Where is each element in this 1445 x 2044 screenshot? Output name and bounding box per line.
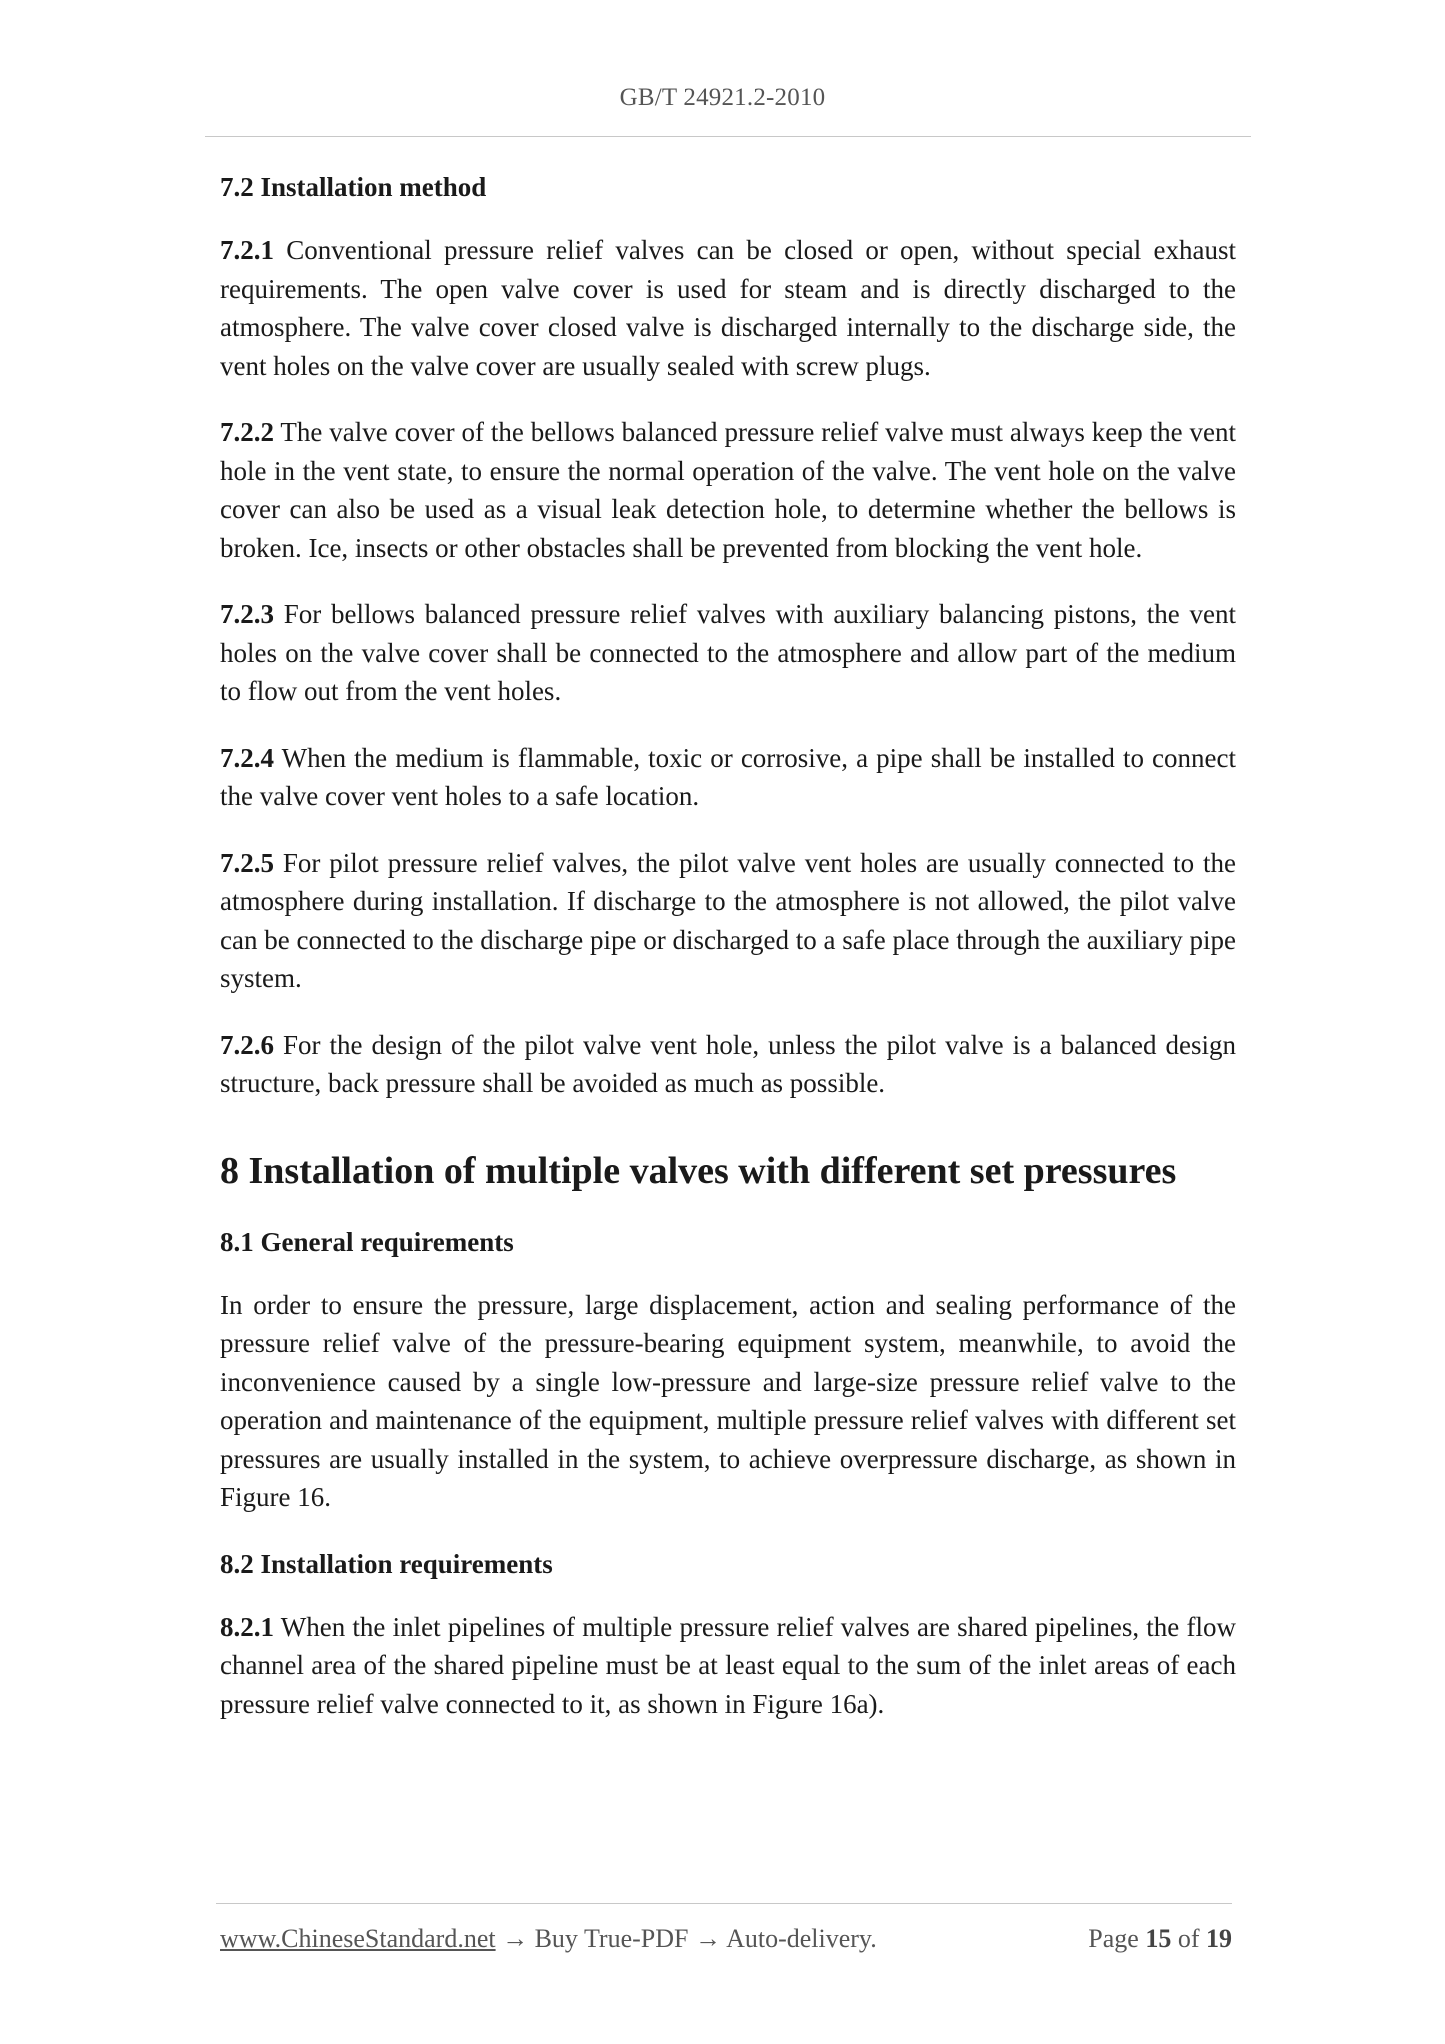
- clause-number: 7.2.5: [220, 847, 274, 878]
- section-8-title: 8 Installation of multiple valves with different set pressures: [220, 1149, 1177, 1192]
- page-current: 15: [1145, 1924, 1172, 1953]
- header-divider: [205, 136, 1251, 137]
- website-link[interactable]: www.ChineseStandard.net: [220, 1924, 496, 1953]
- footer-divider: [216, 1903, 1232, 1904]
- clause-text: For bellows balanced pressure relief valves with auxiliary balancing pistons, the vent holes on the valve cover shall be connected to the atmosphere and allow part of the medium to flow out from the vent holes.: [220, 599, 1236, 706]
- page-label: Page: [1088, 1924, 1139, 1953]
- paragraph-7-2-2: [220, 413, 1236, 567]
- clause-number: 8.2.1: [220, 1611, 274, 1642]
- page-of: of: [1177, 1924, 1200, 1953]
- section-8-1-heading: 8.1 General requirements: [220, 1226, 514, 1257]
- buy-pdf-text: Buy True-PDF: [534, 1924, 689, 1953]
- clause-number: 7.2.3: [220, 599, 274, 629]
- paragraph-7-2-4: [220, 739, 1236, 816]
- document-header: GB/T 24921.2-2010: [619, 84, 826, 111]
- arrow-right-icon: →: [502, 1924, 529, 1953]
- footer-promo: [220, 1924, 877, 1954]
- paragraph-8-1: In order to ensure the pressure, large displacement, action and sealing performance of the pressure relief valve of the pressure-bearing equipment system, meanwhile, to avoid the inconvenience caused by a single low-pressure and large-size pressure relief valve to the operation and maintenance of the equipment, multiple pressure relief valves with different set pressures are usually installed in the system, to achieve overpressure discharge, as shown in Figure 16.: [220, 1289, 1236, 1512]
- clause-number: 7.2.6: [220, 1029, 274, 1060]
- page-content: [220, 168, 1236, 1723]
- clause-number: 7.2.4: [220, 742, 274, 773]
- clause-text: When the medium is flammable, toxic or corrosive, a pipe shall be installed to connect the valve cover vent holes to a safe location.: [220, 742, 1236, 811]
- arrow-right-icon: →: [695, 1924, 721, 1953]
- clause-number: 7.2.1: [220, 235, 274, 265]
- section-7-2-heading: 7.2 Installation method: [220, 172, 487, 202]
- clause-text: The valve cover of the bellows balanced pressure relief valve must always keep the vent hole in the vent state, to ensure the normal operation of the valve. The vent hole on the valve cover can also be used as a visual leak detection hole, to determine whether the bellows is broken. Ice, insects or other obstacles shall be prevented from blocking the vent hole.: [220, 417, 1236, 563]
- clause-text: For pilot pressure relief valves, the pilot valve vent holes are usually connected to the atmosphere during installation. If discharge to the atmosphere is not allowed, the pilot valve can be connected to the discharge pipe or discharged to a safe place through the auxiliary pipe system.: [220, 847, 1236, 993]
- clause-number: 7.2.2: [220, 417, 274, 447]
- auto-delivery-text: Auto-delivery.: [726, 1924, 877, 1953]
- paragraph-8-2-1: [220, 1608, 1236, 1724]
- clause-text: When the inlet pipelines of multiple pressure relief valves are shared pipelines, the flow channel area of the shared pipeline must be at least equal to the sum of the inlet areas of each pressure relief valve connected to it, as shown in Figure 16a).: [220, 1611, 1236, 1719]
- paragraph-7-2-6: [220, 1026, 1236, 1103]
- paragraph-7-2-3: [220, 595, 1236, 711]
- page-total: 19: [1206, 1924, 1232, 1953]
- page-number: [1088, 1924, 1232, 1954]
- paragraph-7-2-1: [220, 231, 1236, 385]
- paragraph-7-2-5: [220, 844, 1236, 998]
- clause-text: For the design of the pilot valve vent hole, unless the pilot valve is a balanced design structure, back pressure shall be avoided as much as possible.: [220, 1029, 1236, 1098]
- section-8-2-heading: 8.2 Installation requirements: [220, 1548, 553, 1579]
- clause-text: Conventional pressure relief valves can be closed or open, without special exhaust requirements. The open valve cover is used for steam and is directly discharged to the atmosphere. The valve cover closed valve is discharged internally to the discharge side, the vent holes on the valve cover are usually sealed with screw plugs.: [220, 235, 1236, 381]
